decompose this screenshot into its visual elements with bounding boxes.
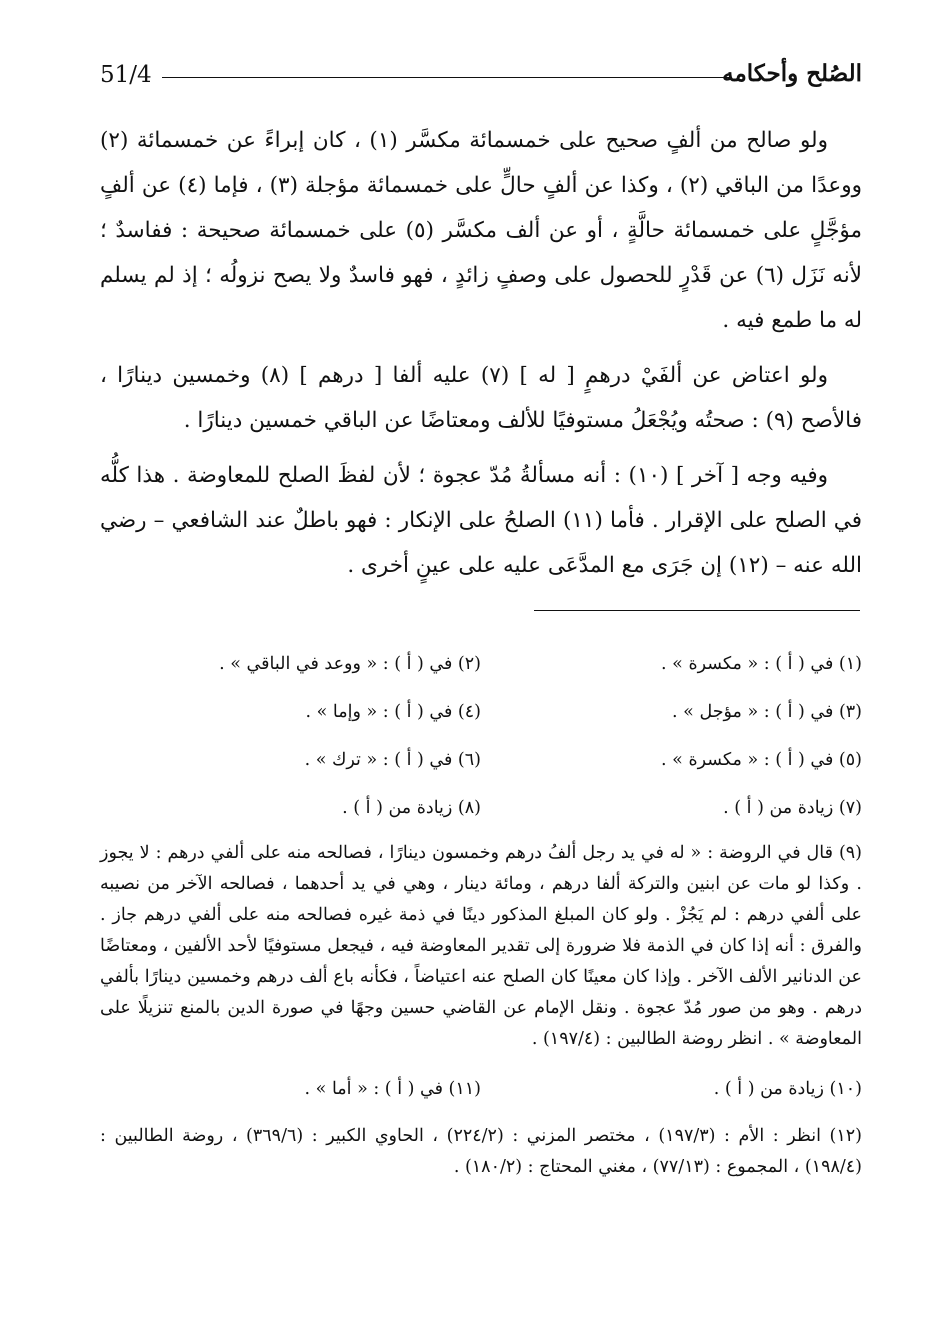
- footnote-9: (٩) قال في الروضة : « له في يد رجل ألفُ درهم وخمسون دينارًا ، فصالحه منه على ألفي درهم : لا يجوز . وكذا لو مات عن ابنين والتركة ألفا درهم ، ومائة دينار ، وهي في يد أحدهما ، فصالحه الآخر من نصيبه على ألفي درهم : لم يَجُزْ . ولو كان المبلغ المذكور دينًا في ذمة غيره فصالحه منه على ألفي درهم جاز . والفرق : أنه إذا كان في الذمة فلا ضرورة إلى تقدير المعاوضة فيه ، فيجعل مستوفيًا لأحد الألفين ، ومعتاضًا عن الدنانير الألف الآخر . وإذا كان معينًا كان الصلح عنه اعتياضاً ، فكأنه باع ألف درهم وخمسين دينارًا بألفي درهم . وهو من صور مُدّ عجوة . ونقل الإمام عن القاضي حسين وجهًا في صورة الدين بالمنع تنزيلًا على المعاوضة » . انظر روضة الطالبين : (١٩٧/٤) .: [100, 843, 862, 1049]
- footnote: (١) في ( أ ) : « مكسرة » .: [661, 654, 862, 674]
- page-number: 51/4: [100, 62, 152, 88]
- footnote: (٢) في ( أ ) : « ووعد في الباقي » .: [219, 654, 481, 674]
- paragraph: وفيه وجه [ آخر ] (١٠) : أنه مسألةُ مُدّ عجوة ؛ لأن لفظَ الصلح للمعاوضة . هذا كلُّه في الصلح على الإقرار . فأما (١١) الصلحُ على الإنكار : فهو باطلٌ عند الشافعي – رضي الله عنه – (١٢) إن جَرَى مع المدَّعَى عليه على عينٍ أخرى .: [100, 463, 862, 578]
- paragraph: ولو اعتاض عن ألفَيْ درهمٍ [ له ] (٧) عليه ألفا [ درهم ] (٨) وخمسين دينارًا ، فالأصح (٩) : صحتُه ويُجْعَلُ مستوفيًا للألف ومعتاضًا عن الباقي خمسين دينارًا .: [100, 363, 862, 433]
- footnote: (٤) في ( أ ) : « وإما » .: [305, 702, 481, 722]
- footnote: (٦) في ( أ ) : « ترك » .: [304, 750, 481, 770]
- footnote: (٣) في ( أ ) : « مؤجل » .: [672, 702, 862, 722]
- footnote-row: [100, 784, 862, 832]
- footnote: (٨) زيادة من ( أ ) .: [342, 798, 481, 818]
- paragraph: ولو صالح من ألفٍ صحيح على خمسمائة مكسَّر (١) ، كان إبراءً عن خمسمائة (٢) ووعدًا من الباقي (٢) ، وكذا عن ألفٍ حالٍّ على خمسمائة مؤجلة (٣) ، فإما (٤) عن ألفٍ مؤجَّلٍ على خمسمائة حالَّةٍ ، أو عن ألف مكسَّر (٥) على خمسمائة صحيحة : ففاسدٌ ؛ لأنه نَزَل (٦) عن قَدْرٍ للحصول على وصفٍ زائدٍ ، فهو فاسدٌ ولا يصح نزولُه ؛ إذ لم يسلم له ما طمع فيه .: [100, 128, 863, 333]
- footnote-separator: [534, 610, 860, 611]
- footnote-row: [100, 688, 862, 736]
- footnote-row: [100, 736, 862, 784]
- running-title: الصُلح وأحكامه: [722, 60, 862, 87]
- main-text: [100, 118, 862, 598]
- footnote: (٧) زيادة من ( أ ) .: [723, 798, 862, 818]
- footnotes: [100, 640, 862, 1183]
- footnote-12: (١٢) انظر : الأم : (١٩٧/٣) ، مختصر المزني : (٢٢٤/٢) ، الحاوي الكبير : (٣٦٩/٦) ، روضة الطالبين : (١٩٨/٤) ، المجموع : (٧٧/١٣) ، مغني المحتاج : (١٨٠/٢) .: [100, 1126, 862, 1177]
- footnote: (٥) في ( أ ) : « مكسرة » .: [661, 750, 862, 770]
- running-header: [100, 56, 862, 96]
- footnote: (١١) في ( أ ) : « أما » .: [304, 1079, 481, 1099]
- footnote-row: [100, 640, 862, 688]
- footnote-row: [100, 1065, 862, 1113]
- header-rule: [162, 77, 732, 78]
- footnote: (١٠) زيادة من ( أ ) .: [713, 1079, 862, 1099]
